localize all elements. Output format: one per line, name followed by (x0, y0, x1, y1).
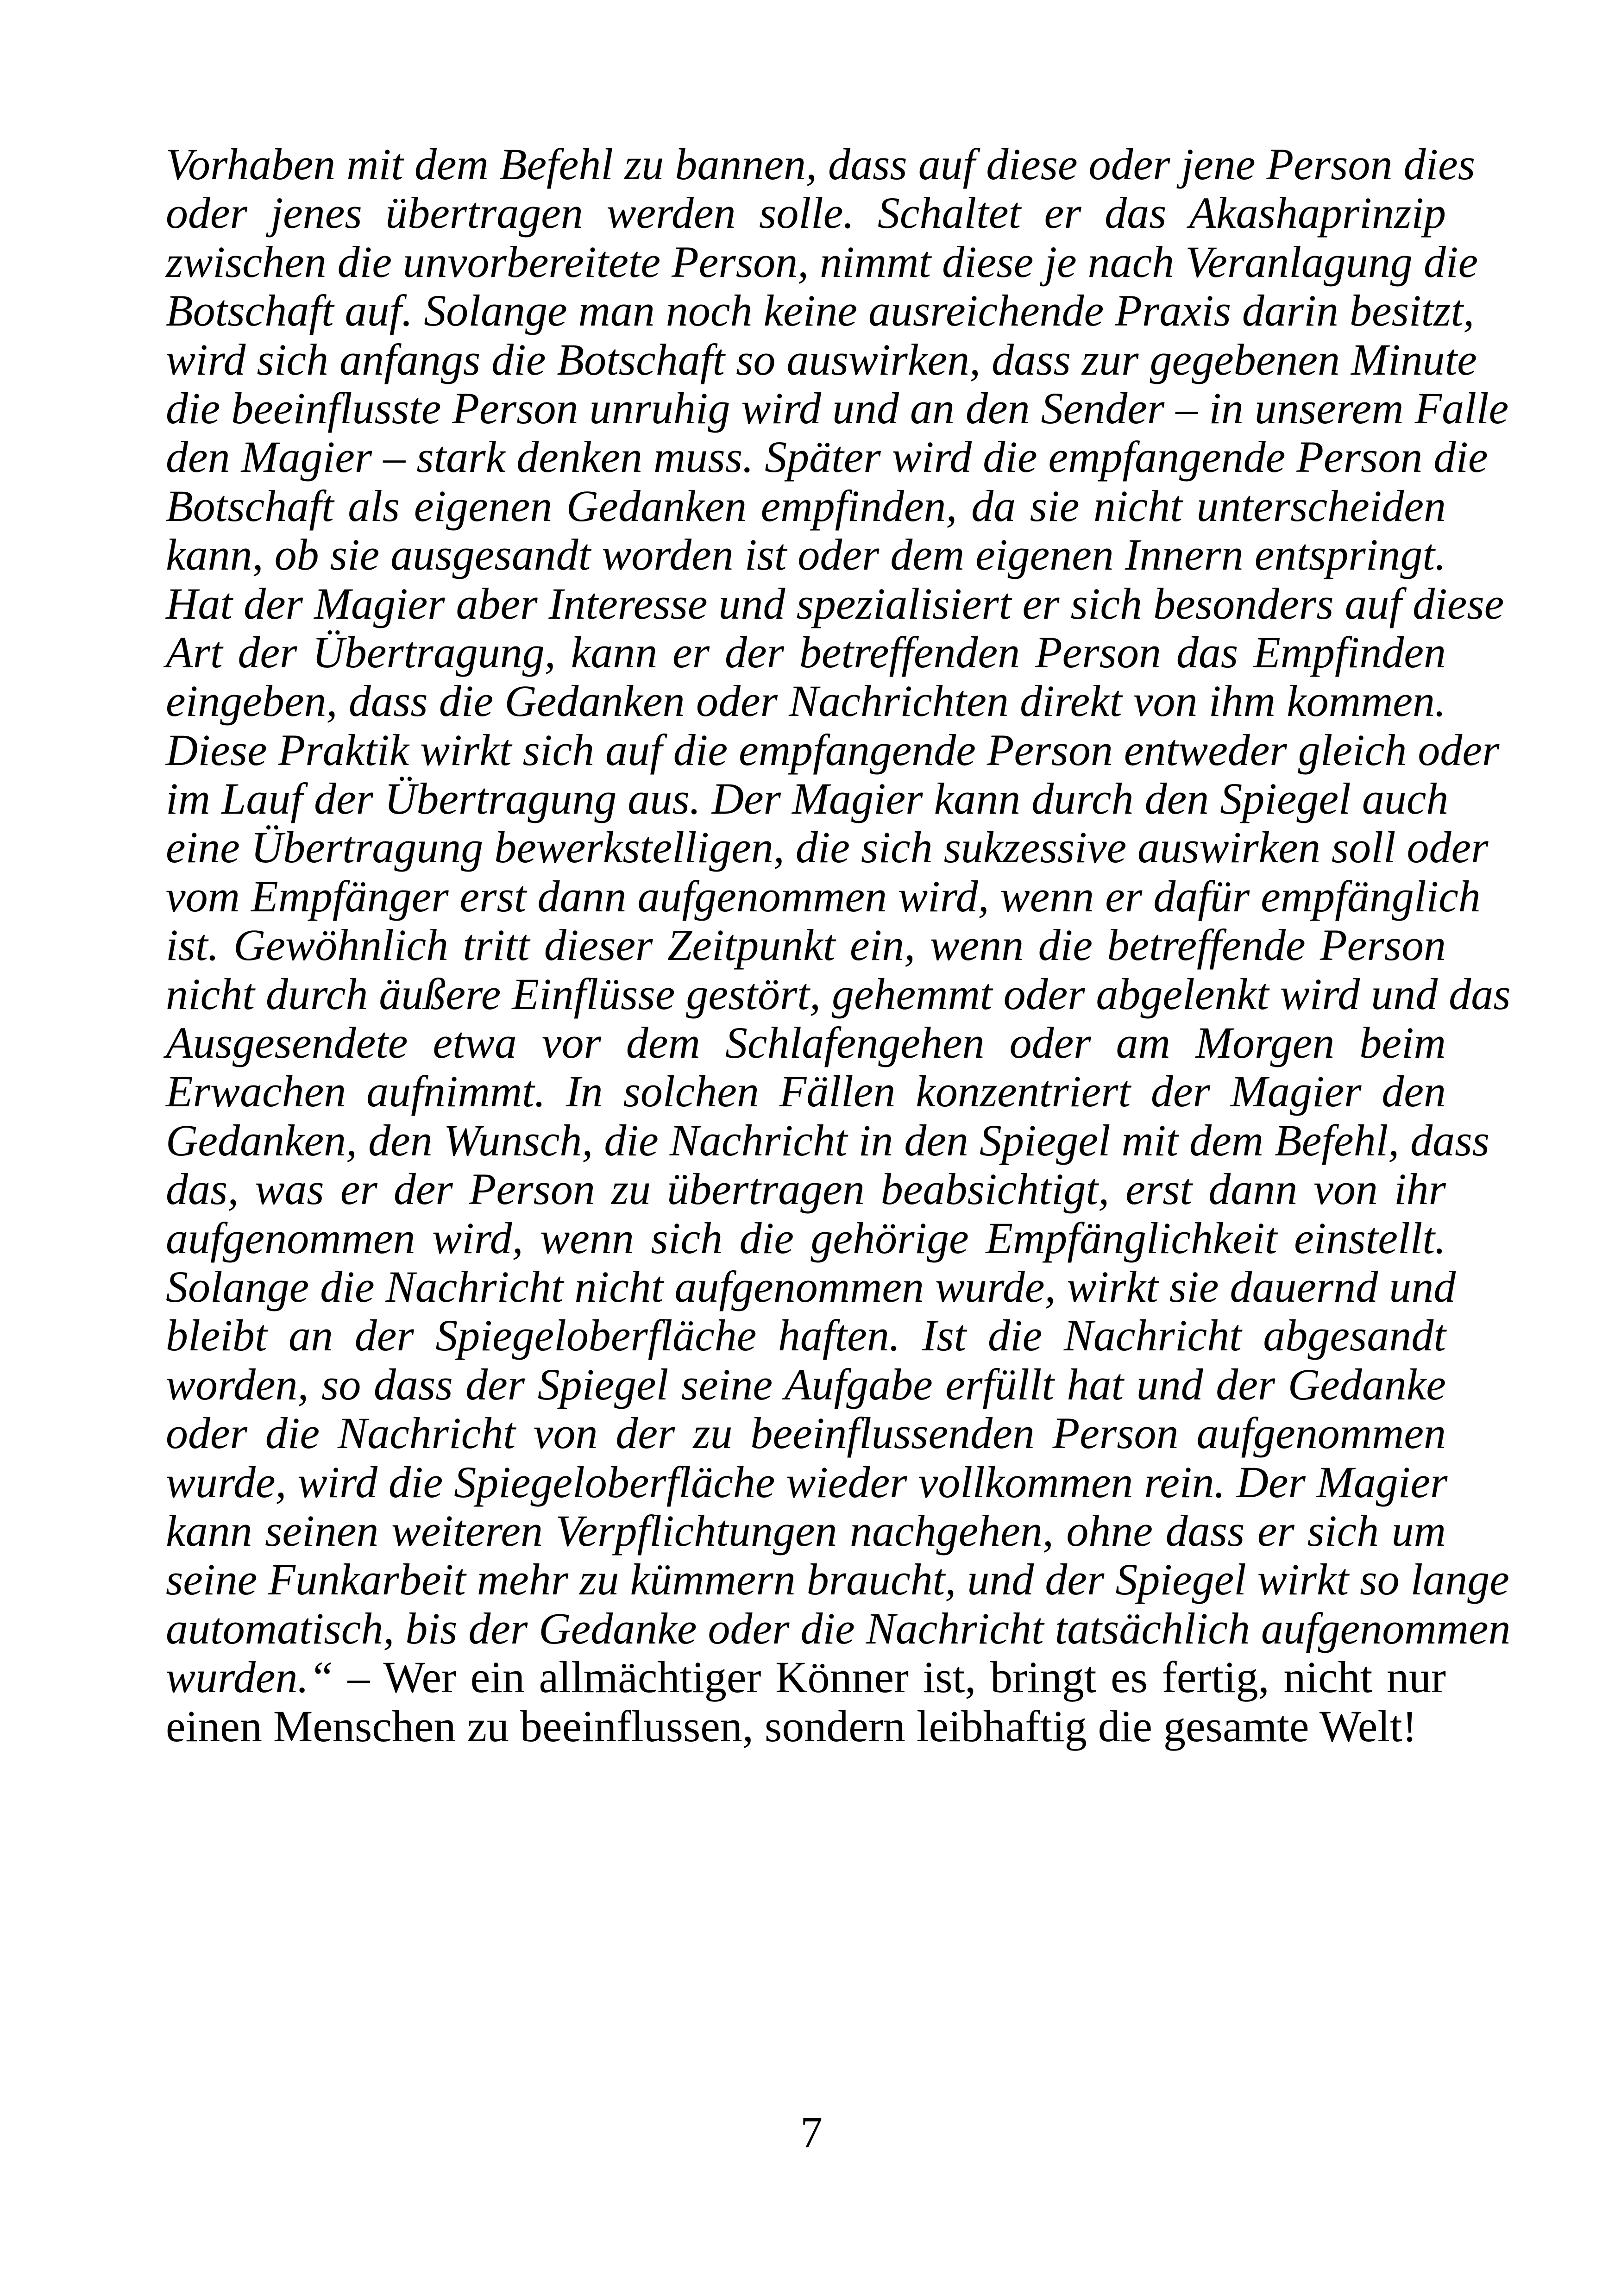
quoted-text: bleibt an der Spiegeloberfläche haften. Ist die Nachricht abgesandt (166, 1311, 1446, 1361)
text-line (166, 1506, 1446, 1555)
quoted-text: wurde, wird die Spiegeloberfläche wieder vollkommen rein. Der Magier (166, 1457, 1448, 1507)
quoted-text: Botschaft als eigenen Gedanken empfinden, da sie nicht unterscheiden (166, 481, 1446, 531)
quoted-text: Art der Übertragung, kann er der betreffenden Person das Empfinden (166, 627, 1446, 677)
quoted-text: kann seinen weiteren Verpflichtungen nachgehen, ohne dass er sich um (166, 1506, 1446, 1556)
text-line (166, 286, 1475, 336)
text-line (166, 530, 1446, 579)
text-line (166, 1555, 1509, 1605)
text-line (166, 871, 1481, 921)
quoted-text: ist. Gewöhnlich tritt dieser Zeitpunkt ein, wenn die betreffende Person (166, 920, 1446, 970)
quoted-text: das, was er der Person zu übertragen beabsichtigt, erst dann von ihr (166, 1164, 1446, 1214)
quoted-text: aufgenommen wird, wenn sich die gehörige Empfänglichkeit einstellt. (166, 1213, 1446, 1263)
quoted-text: die beeinflusste Person unruhig wird und an den Sender – in unserem Falle (166, 383, 1509, 433)
quoted-text: oder die Nachricht von der zu beeinflussenden Person aufgenommen (166, 1408, 1446, 1458)
text-line (166, 725, 1500, 775)
text-line (166, 1360, 1446, 1409)
text-line-last (166, 1702, 1446, 1750)
quoted-text: worden, so dass der Spiegel seine Aufgabe erfüllt hat und der Gedanke (166, 1359, 1446, 1409)
quoted-text: Solange die Nachricht nicht aufgenommen wurde, wirkt sie dauernd und (166, 1261, 1456, 1311)
text-line (166, 822, 1489, 872)
quoted-text: automatisch, bis der Gedanke oder die Nachricht tatsächlich aufgenommen (166, 1603, 1511, 1653)
text-line (166, 334, 1477, 384)
quoted-text: eingeben, dass die Gedanken oder Nachrichten direkt von ihm kommen. (166, 676, 1446, 726)
text-line (166, 432, 1488, 482)
quoted-text: Botschaft auf. Solange man noch keine ausreichende Praxis darin besitzt, (166, 286, 1475, 336)
text-line (166, 1261, 1456, 1311)
text-line (166, 969, 1511, 1019)
text-line (166, 1458, 1446, 1506)
text-line (166, 628, 1446, 677)
quoted-text-end: wurden.“ (166, 1652, 333, 1702)
quoted-text: Erwachen aufnimmt. In solchen Fällen konzentriert der Magier den (166, 1066, 1446, 1117)
quoted-text: im Lauf der Übertragung aus. Der Magier kann durch den Spiegel auch (166, 774, 1449, 824)
text-line (166, 1603, 1511, 1653)
quoted-text: nicht durch äußere Einflüsse gestört, gehemmt oder abgelenkt wird und das (166, 969, 1511, 1019)
text-line (166, 578, 1504, 628)
quoted-text: Vorhaben mit dem Befehl zu bannen, dass auf diese oder jene Person dies (166, 139, 1476, 189)
text-line (166, 677, 1446, 725)
quoted-text: eine Übertragung bewerkstelligen, die sich sukzessive auswirken soll oder (166, 822, 1489, 872)
text-line (166, 774, 1449, 824)
text-line (166, 1653, 1446, 1701)
quoted-text: zwischen die unvorbereitete Person, nimmt diese je nach Veranlagung die (166, 237, 1478, 287)
quoted-text: kann, ob sie ausgesandt worden ist oder dem eigenen Innern entspringt. (166, 530, 1446, 580)
quoted-text: seine Funkarbeit mehr zu kümmern braucht, und der Spiegel wirkt so lange (166, 1555, 1509, 1605)
text-line (166, 921, 1446, 969)
page-number-value: 7 (800, 2108, 823, 2157)
commentary-text: – Wer ein allmächtiger Könner ist, bringt es fertig, nicht nur (333, 1652, 1446, 1702)
text-line (166, 1311, 1446, 1360)
body-text (166, 139, 1511, 1751)
text-line (166, 482, 1446, 530)
text-line (166, 1067, 1446, 1116)
text-line (166, 1409, 1446, 1457)
quoted-text: wird sich anfangs die Botschaft so auswirken, dass zur gegebenen Minute (166, 334, 1477, 384)
commentary-text: einen Menschen zu beeinflussen, sondern leibhaftig die gesamte Welt! (166, 1701, 1417, 1751)
quoted-text: oder jenes übertragen werden solle. Schaltet er das Akashaprinzip (166, 188, 1446, 238)
text-line (166, 383, 1509, 433)
quoted-text: Gedanken, den Wunsch, die Nachricht in den Spiegel mit dem Befehl, dass (166, 1115, 1490, 1165)
quoted-text: vom Empfänger erst dann aufgenommen wird, wenn er dafür empfänglich (166, 871, 1481, 921)
text-line (166, 1018, 1446, 1067)
quoted-text: Diese Praktik wirkt sich auf die empfangende Person entweder gleich oder (166, 725, 1500, 775)
text-line (166, 1214, 1446, 1262)
page-number (0, 2108, 1621, 2157)
text-line (166, 139, 1476, 189)
text-line (166, 1115, 1490, 1165)
quoted-text: den Magier – stark denken muss. Später wird die empfangende Person die (166, 432, 1488, 482)
text-line (166, 237, 1478, 287)
quoted-text: Ausgesendete etwa vor dem Schlafengehen oder am Morgen beim (166, 1018, 1446, 1068)
text-line (166, 188, 1446, 237)
text-line (166, 1165, 1446, 1213)
quoted-text: Hat der Magier aber Interesse und spezialisiert er sich besonders auf diese (166, 578, 1504, 628)
